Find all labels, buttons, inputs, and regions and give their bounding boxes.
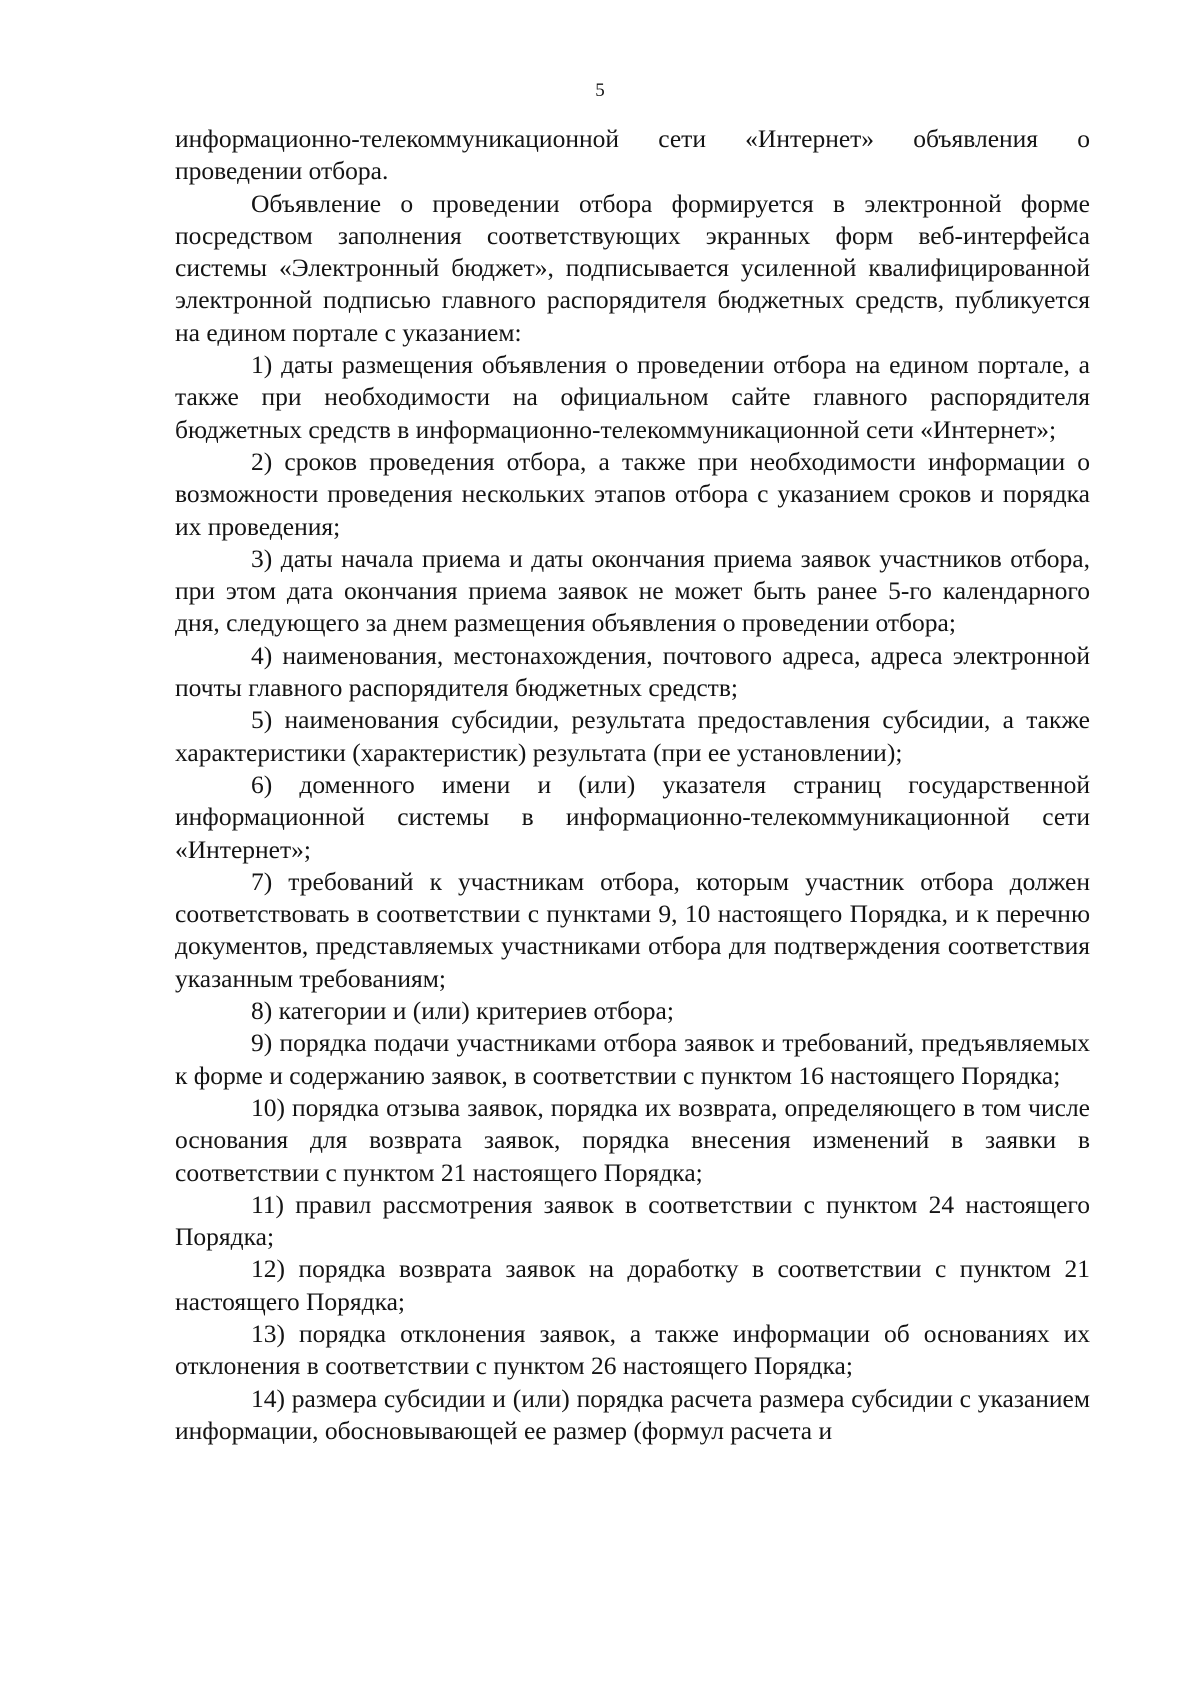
- list-item-8: 8) категории и (или) критериев отбора;: [251, 996, 674, 1026]
- paragraph-continuation: информационно-телекоммуникационной сети «Интернет» объявления о проведении отбора.: [175, 124, 1090, 186]
- list-item-4: 4) наименования, местонахождения, почтового адреса, адреса электронной почты главного распорядителя бюджетных средств;: [175, 640, 1090, 703]
- list-item-13: 13) порядка отклонения заявок, а также информации об основаниях их отклонения в соответствии с пунктом 26 настоящего Порядка;: [175, 1318, 1090, 1381]
- list-item-5: 5) наименования субсидии, результата предоставления субсидии, а также характеристики (характеристик) результата (при ее установлении);: [175, 705, 1090, 767]
- list-item-14: 14) размера субсидии и (или) порядка расчета размера субсидии с указанием информации, обосновывающей ее размер (формул расчета и: [175, 1383, 1090, 1445]
- paragraph-announcement: Объявление о проведении отбора формируется в электронной форме посредством заполнения соответствующих экранных форм веб-интерфейса системы «Электронный бюджет», подписывается усиленной квалифицированной электронной подписью главного распорядителя бюджетных средств, публикуется на едином портале с указанием:: [175, 188, 1090, 347]
- list-item-7: 7) требований к участникам отбора, которым участник отбора должен соответствовать в соответствии с пунктами 9, 10 настоящего Порядка, и к перечню документов, представляемых участниками отбора для подтверждения соответствия указанным требованиям;: [175, 866, 1090, 993]
- list-item-12: 12) порядка возврата заявок на доработку в соответствии с пунктом 21 настоящего Порядка;: [175, 1254, 1090, 1316]
- list-item-1: 1) даты размещения объявления о проведении отбора на едином портале, а также при необходимости на официальном сайте главного распорядителя бюджетных средств в информационно-телекоммуникационной сети «Интернет»;: [175, 350, 1090, 444]
- list-item-10: 10) порядка отзыва заявок, порядка их возврата, определяющего в том числе основания для возврата заявок, порядка внесения изменений в заявки в соответствии с пунктом 21 настоящего Порядка;: [175, 1092, 1090, 1187]
- page-number: 5: [595, 80, 605, 101]
- list-item-9: 9) порядка подачи участниками отбора заявок и требований, предъявляемых к форме и содержанию заявок, в соответствии с пунктом 16 настоящего Порядка;: [175, 1028, 1090, 1090]
- list-item-6: 6) доменного имени и (или) указателя страниц государственной информационной системы в информационно-телекоммуникационной сети «Интернет»;: [175, 769, 1090, 864]
- list-item-11: 11) правил рассмотрения заявок в соответствии с пунктом 24 настоящего Порядка;: [175, 1189, 1090, 1252]
- document-body: [175, 123, 1090, 1447]
- list-item-2: 2) сроков проведения отбора, а также при необходимости информации о возможности проведения нескольких этапов отбора с указанием сроков и порядка их проведения;: [175, 446, 1090, 541]
- list-item-3: 3) даты начала приема и даты окончания приема заявок участников отбора, при этом дата окончания приема заявок не может быть ранее 5-го календарного дня, следующего за днем размещения объявления о проведении отбора;: [175, 543, 1090, 638]
